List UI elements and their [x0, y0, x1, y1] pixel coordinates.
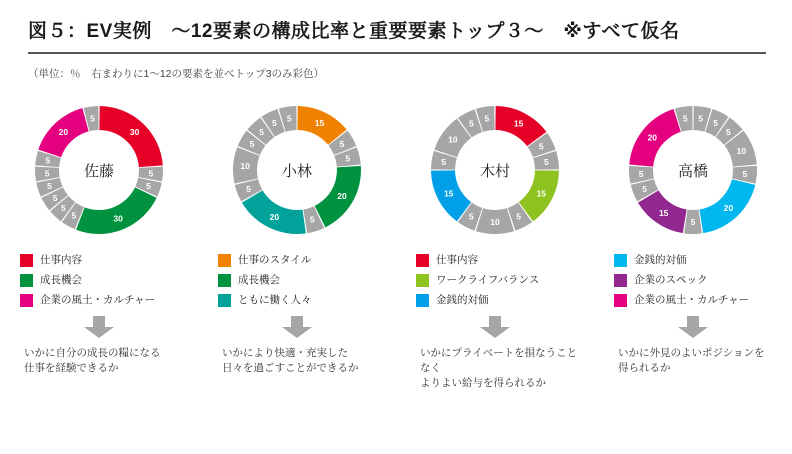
slice-value-label: 20	[647, 132, 658, 143]
slice-value-label: 10	[448, 134, 458, 145]
slice-value-label: 5	[441, 156, 446, 167]
slice-value-label: 5	[638, 168, 644, 179]
chart-column-2	[198, 96, 396, 436]
legend-swatch-icon	[218, 274, 231, 287]
footnote-line: いかに自分の成長の糧になる	[24, 347, 161, 359]
slice-value-label: 5	[146, 181, 151, 192]
donut-chart-1	[29, 100, 169, 240]
legend-label: 成長機会	[40, 274, 82, 286]
footnote-line: よりよい給与を得られるか	[420, 377, 546, 390]
legend-item	[416, 254, 588, 267]
legend-2	[204, 254, 390, 314]
down-arrow-icon	[82, 316, 116, 338]
footnote-line: 日々を過ごすことができるか	[222, 362, 359, 375]
slice-value-label: 5	[682, 113, 688, 124]
legend-swatch-icon	[416, 274, 429, 287]
legend-item	[20, 274, 192, 287]
legend-1	[6, 254, 192, 314]
slice-value-label: 20	[269, 211, 280, 222]
footnote-line: 仕事を経験できるか	[24, 362, 119, 375]
slice-value-label: 5	[272, 118, 277, 129]
chart-column-4	[594, 96, 792, 436]
slice-value-label: 5	[339, 139, 345, 149]
slice-value-label: 5	[742, 168, 748, 179]
legend-swatch-icon	[416, 294, 429, 307]
slice-value-label: 20	[337, 191, 347, 201]
legend-swatch-icon	[20, 294, 33, 307]
legend-label: 仕事のスタイル	[238, 254, 312, 266]
donut-chart-3	[425, 100, 565, 240]
page-title: 図５：EV実例 〜12要素の構成比率と重要要素トップ３〜 ※すべて仮名	[28, 21, 680, 42]
legend-item	[416, 294, 588, 307]
legend-label: 金銭的対価	[436, 294, 489, 306]
chart-column-1	[0, 96, 198, 436]
slice-value-label: 30	[113, 213, 123, 224]
down-arrow-icon	[478, 316, 512, 338]
slice-value-label: 30	[129, 127, 140, 138]
legend-swatch-icon	[218, 294, 231, 307]
slice-value-label: 5	[61, 202, 66, 213]
slice-value-label: 5	[690, 217, 696, 227]
slice-value-label: 5	[71, 210, 77, 221]
legend-item	[218, 294, 390, 307]
donut-slice	[76, 187, 157, 234]
down-arrow-icon	[280, 316, 314, 338]
legend-item	[218, 254, 390, 267]
slice-value-label: 5	[148, 168, 154, 179]
legend-item	[614, 294, 786, 307]
chart-columns	[0, 96, 792, 436]
slice-value-label: 15	[443, 188, 454, 199]
column-footnote	[208, 346, 386, 376]
legend-label: 仕事内容	[436, 254, 478, 266]
legend-label: ワークライフバランス	[436, 274, 540, 286]
legend-item	[416, 274, 588, 287]
donut-chart-2	[227, 100, 367, 240]
legend-label: 企業の風土・カルチャー	[40, 294, 156, 306]
slice-value-label: 5	[484, 113, 490, 124]
chart-subtitle: （単位：％ 右まわりに1〜12の要素を並べトップ3のみ彩色）	[28, 68, 325, 80]
slice-value-label: 5	[698, 113, 704, 124]
legend-swatch-icon	[218, 254, 231, 267]
down-arrow-icon	[676, 316, 710, 338]
legend-label: 企業の風土・カルチャー	[634, 294, 750, 306]
legend-label: 金銭的対価	[634, 254, 687, 266]
slice-value-label: 5	[249, 139, 255, 149]
legend-label: 成長機会	[238, 274, 280, 286]
slice-value-label: 5	[713, 118, 718, 129]
slice-value-label: 5	[47, 181, 52, 192]
slice-value-label: 5	[259, 126, 264, 137]
legend-item	[218, 274, 390, 287]
slice-value-label: 5	[44, 168, 50, 179]
slice-value-label: 20	[723, 203, 734, 214]
slice-value-label: 5	[45, 155, 51, 166]
legend-swatch-icon	[614, 274, 627, 287]
donut-center-name: 小林	[281, 162, 312, 180]
legend-swatch-icon	[614, 254, 627, 267]
legend-item	[20, 294, 192, 307]
slice-value-label: 5	[538, 141, 544, 152]
legend-item	[614, 274, 786, 287]
donut-chart-4	[623, 100, 763, 240]
slice-value-label: 5	[345, 153, 351, 164]
legend-label: 企業のスペック	[634, 274, 708, 286]
slice-value-label: 15	[658, 208, 669, 218]
slice-value-label: 10	[240, 161, 250, 172]
slice-value-label: 10	[490, 217, 500, 227]
footnote-line: いかにプライベートを損なうことなく	[420, 347, 578, 375]
chart-column-3	[396, 96, 594, 436]
legend-label: 仕事内容	[40, 254, 82, 266]
footnote-line: 得られるか	[618, 362, 671, 375]
slice-value-label: 15	[536, 188, 547, 199]
footnote-line: いかにより快適・充実した	[222, 347, 348, 359]
legend-swatch-icon	[416, 254, 429, 267]
legend-3	[402, 254, 588, 314]
legend-4	[600, 254, 786, 314]
slice-value-label: 20	[58, 127, 69, 138]
slice-value-label: 5	[90, 113, 95, 124]
slice-value-label: 5	[286, 113, 292, 124]
donut-center-name: 佐藤	[83, 162, 114, 180]
title-divider	[28, 52, 766, 54]
slice-value-label: 15	[314, 118, 325, 129]
column-footnote	[10, 346, 188, 376]
slice-value-label: 5	[469, 211, 474, 222]
donut-center-name: 高橋	[677, 162, 708, 180]
donut-center-name: 木村	[479, 162, 510, 180]
legend-item	[20, 254, 192, 267]
footnote-line: いかに外見のよいポジションを	[618, 347, 765, 359]
slice-value-label: 5	[642, 184, 647, 194]
slice-value-label: 5	[469, 118, 474, 129]
legend-label: ともに働く人々	[238, 294, 312, 306]
slice-value-label: 5	[52, 192, 58, 203]
legend-swatch-icon	[20, 274, 33, 287]
legend-swatch-icon	[20, 254, 33, 267]
column-footnote	[406, 346, 584, 392]
slice-value-label: 5	[726, 126, 731, 137]
slice-value-label: 10	[736, 146, 747, 156]
slice-value-label: 5	[246, 184, 251, 194]
legend-item	[614, 254, 786, 267]
slice-value-label: 15	[513, 118, 524, 129]
slice-value-label: 5	[516, 211, 521, 222]
column-footnote	[604, 346, 782, 376]
legend-swatch-icon	[614, 294, 627, 307]
slice-value-label: 5	[309, 214, 315, 225]
slice-value-label: 5	[544, 156, 549, 167]
